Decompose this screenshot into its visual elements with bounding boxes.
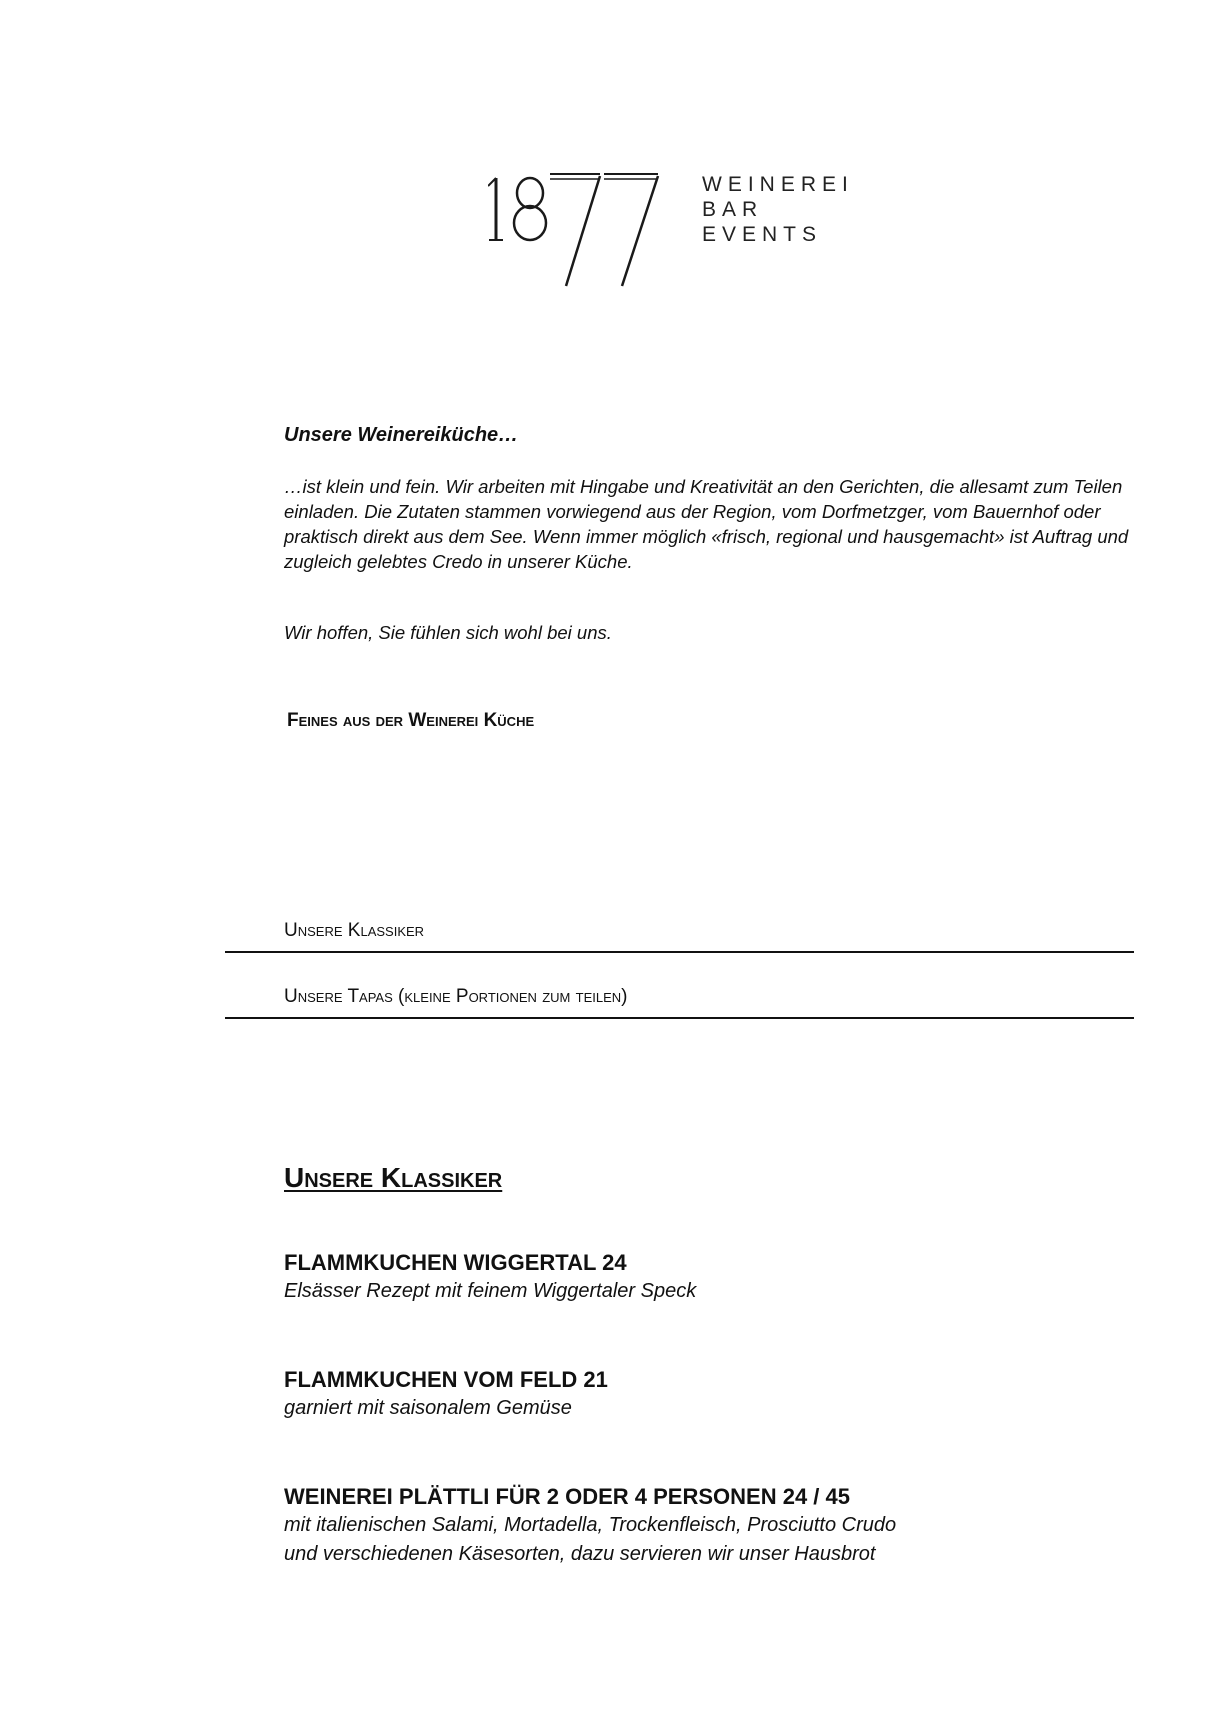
toc-divider bbox=[225, 1017, 1134, 1019]
logo-wordmark bbox=[702, 172, 854, 247]
dish-description: Elsässer Rezept mit feinem Wiggertaler Speck bbox=[284, 1280, 697, 1302]
dish-name: FLAMMKUCHEN VOM FELD 21 bbox=[284, 1367, 608, 1392]
dish-item bbox=[284, 1483, 1164, 1569]
dish-item bbox=[284, 1366, 1164, 1423]
dish-name: FLAMMKUCHEN WIGGERTAL 24 bbox=[284, 1250, 627, 1275]
intro-closing: Wir hoffen, Sie fühlen sich wohl bei uns. bbox=[284, 622, 612, 643]
dish-item bbox=[284, 1249, 1164, 1306]
logo-word-weinerei: WEINEREI bbox=[702, 173, 854, 196]
section-heading-klassiker: Unsere Klassiker bbox=[284, 1162, 503, 1193]
intro-text: …ist klein und fein. Wir arbeiten mit Hingabe und Kreativität an den Gerichten, die allesamt zum Teilen einladen. Die Zutaten stammen vorwiegend aus der Region, vom Dorfmetzger, vom Bauernhof oder praktisch direkt aus dem See. Wenn immer möglich «frisch, regional und hausgemacht» ist Auftrag und zugleich gelebtes Credo in unserer Küche. bbox=[284, 476, 1129, 572]
logo-word-bar: BAR bbox=[702, 198, 764, 221]
dish-description: mit italienischen Salami, Mortadella, Trockenfleisch, Prosciutto Crudo bbox=[284, 1514, 897, 1536]
section-label: Feines aus der Weinerei Küche bbox=[287, 710, 535, 731]
toc-item-klassiker[interactable]: Unsere Klassiker bbox=[284, 920, 425, 941]
intro-title: Unsere Weinereiküche… bbox=[284, 424, 519, 446]
logo-word-events: EVENTS bbox=[702, 223, 823, 246]
toc-divider bbox=[225, 951, 1134, 953]
dish-name: WEINEREI PLÄTTLI FÜR 2 ODER 4 PERSONEN 24 / 45 bbox=[284, 1484, 850, 1509]
toc-item-tapas[interactable]: Unsere Tapas (kleine Portionen zum teilen) bbox=[284, 986, 628, 1007]
dish-description: garniert mit saisonalem Gemüse bbox=[284, 1397, 572, 1419]
logo bbox=[488, 168, 854, 298]
dish-description: und verschiedenen Käsesorten, dazu servieren wir unser Hausbrot bbox=[284, 1543, 876, 1565]
